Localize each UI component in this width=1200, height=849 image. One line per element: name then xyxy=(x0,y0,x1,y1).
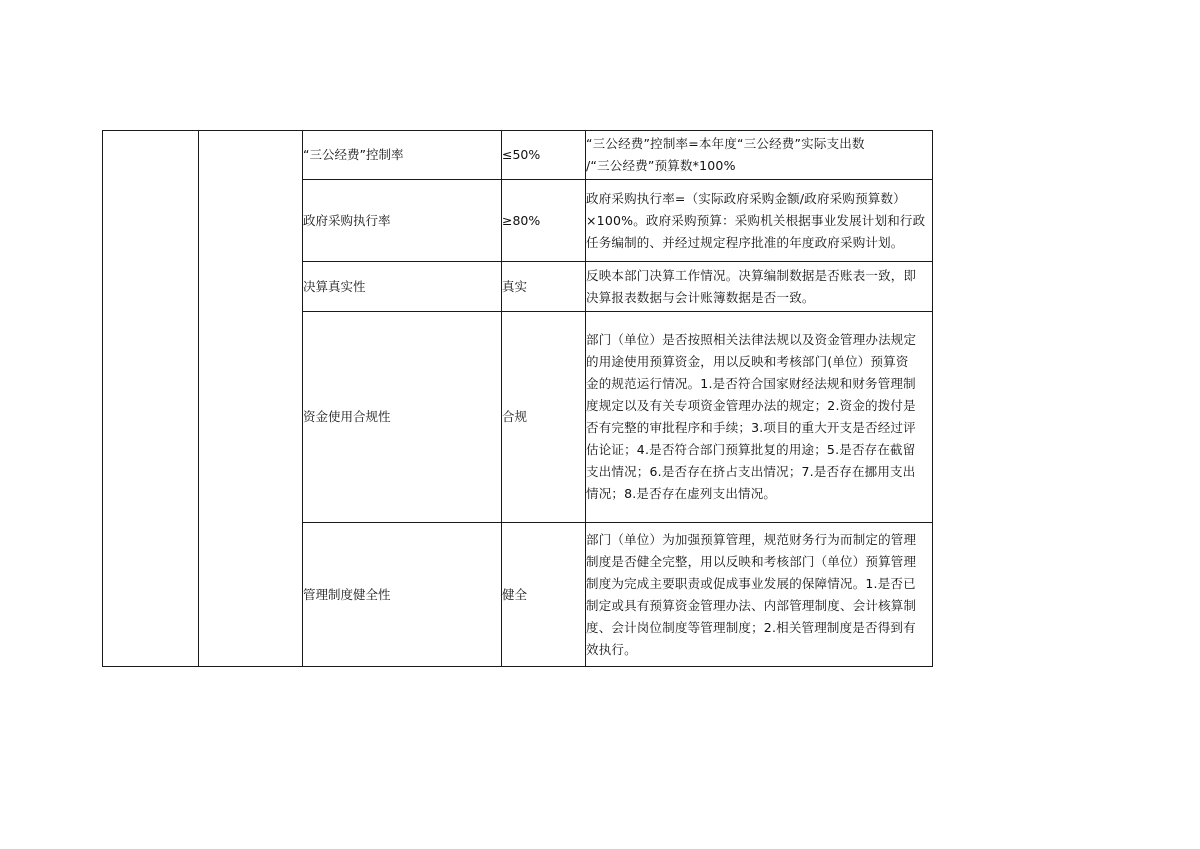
indicator-description xyxy=(586,312,933,523)
description-text: 政府采购执行率=（实际政府采购金额/政府采购预算数） ×100%。政府采购预算：采购机关根据事业发展计划和行政 任务编制的、并经过规定程序批准的年度政府采购计划。 xyxy=(586,190,926,250)
indicator-name: 资金使用合规性 xyxy=(303,312,502,523)
indicator-name: 管理制度健全性 xyxy=(303,523,502,667)
indicator-name: 决算真实性 xyxy=(303,262,502,312)
level2-indicator-cell xyxy=(199,131,303,667)
indicator-description xyxy=(586,180,933,262)
description-text: 部门（单位）是否按照相关法律法规以及资金管理办法规定 的用途使用预算资金，用以反映和考核部门(单位）预算资 金的规范运行情况。1.是否符合国家财经法规和财务管理制 度规定以及有关专项资金管理办法的规定；2.资金的拨付是 否有完整的审批程序和手续；3.项目的重大开支是否经过评 估论证；4.是否符合部门预算批复的用途；5.是否存在截留 支出情况；6.是否存在挤占支出情况；7.是否存在挪用支出 情况；8.是否存在虚列支出情况。 xyxy=(586,332,917,501)
table-row xyxy=(103,131,933,180)
indicator-description xyxy=(586,262,933,312)
indicator-standard: 健全 xyxy=(502,523,586,667)
level1-indicator-cell xyxy=(103,131,199,667)
indicator-table xyxy=(102,130,933,667)
indicator-standard: ≤50% xyxy=(502,131,586,180)
indicator-standard: ≥80% xyxy=(502,180,586,262)
description-text: “三公经费”控制率=本年度“三公经费”实际支出数 /“三公经费”预算数*100% xyxy=(586,136,865,173)
indicator-name: “三公经费”控制率 xyxy=(303,131,502,180)
description-text: 反映本部门决算工作情况。决算编制数据是否账表一致，即 决算报表数据与会计账簿数据是否一致。 xyxy=(586,267,917,305)
indicator-name: 政府采购执行率 xyxy=(303,180,502,262)
indicator-standard: 合规 xyxy=(502,312,586,523)
indicator-description xyxy=(586,523,933,667)
indicator-description xyxy=(586,131,933,180)
description-text: 部门（单位）为加强预算管理，规范财务行为而制定的管理 制度是否健全完整，用以反映和考核部门（单位）预算管理 制度为完成主要职责或促成事业发展的保障情况。1.是否已 制定或具有预算资金管理办法、内部管理制度、会计核算制 度、会计岗位制度等管理制度；2.相关管理制度是否得到有 效执行。 xyxy=(586,531,917,657)
indicator-standard: 真实 xyxy=(502,262,586,312)
